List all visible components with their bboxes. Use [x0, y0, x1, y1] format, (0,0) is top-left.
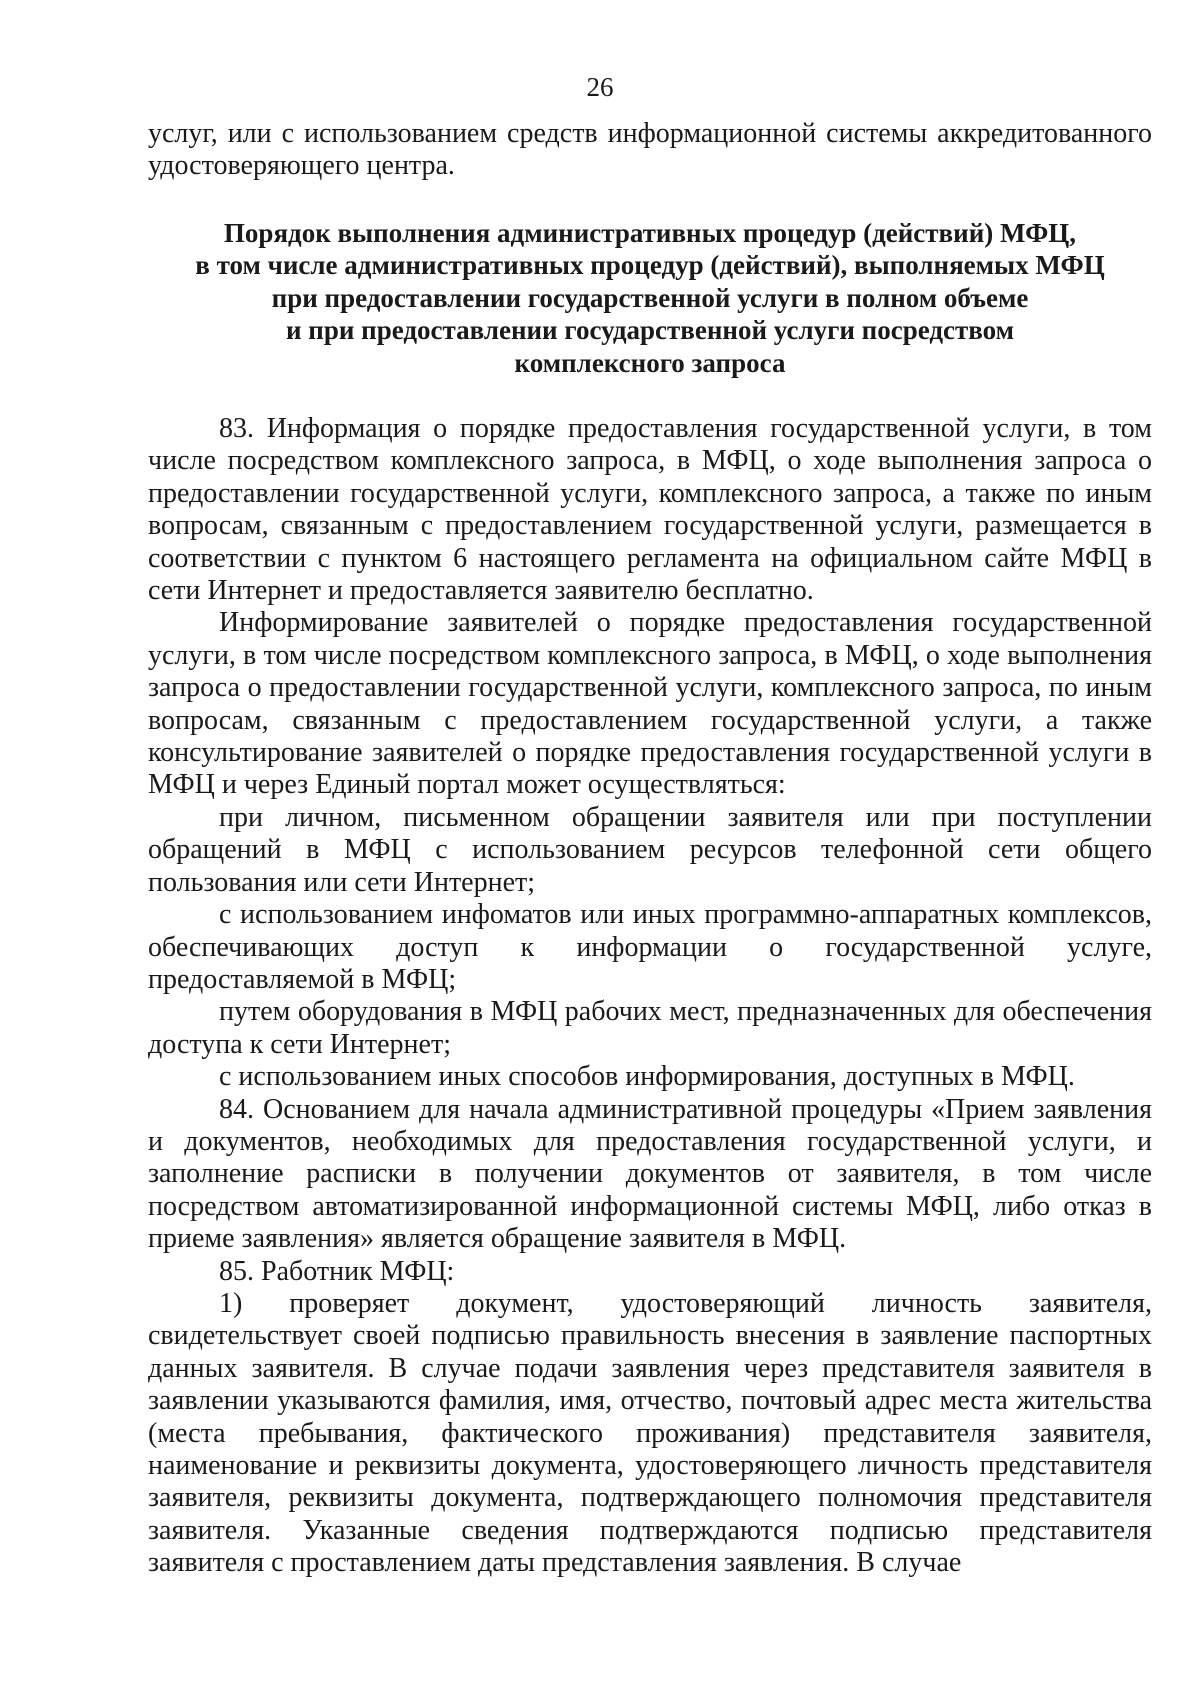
page-number: 26 — [586, 72, 614, 102]
paragraph-other-methods: с использованием иных способов информирования, доступных в МФЦ. — [219, 1061, 1075, 1093]
heading-line: и при предоставлении государственной услуги посредством — [285, 315, 1015, 346]
main-text-block — [148, 413, 1152, 1580]
paragraph-85-item-1: 1) проверяет документ, удостоверяющий личность заявителя, свидетельствует своей подписью правильность внесения в заявление паспортных данных заявителя. В случае подачи заявления через представителя заявителя в заявлении указываются фамилия, имя, отчество, почтовый адрес места жительства (места пребывания, фактического проживания) представителя заявителя, наименование и реквизиты документа, удостоверяющего личность представителя заявителя, реквизиты документа, подтверждающего полномочия представителя заявителя. Указанные сведения подтверждаются подписью представителя заявителя с проставлением даты представления заявления. В случае — [148, 1287, 1152, 1579]
paragraph-83: 83. Информация о порядке предоставления государственной услуги, в том числе посредством комплексного запроса, в МФЦ, о ходе выполнения запроса о предоставлении государственной услуги, комплексного запроса, а также по иным вопросам, связанным с предоставлением государственной услуги, размещается в соответствии с пунктом 6 настоящего регламента на официальном сайте МФЦ в сети Интернет и предоставляется заявителю бесплатно. — [148, 413, 1152, 607]
heading-line: в том числе административных процедур (действий), выполняемых МФЦ — [195, 250, 1105, 281]
continuation-paragraph: услуг, или с использованием средств информационной системы аккредитованного удостоверяющего центра. — [148, 118, 1152, 182]
heading-line: Порядок выполнения административных процедур (действий) МФЦ, — [223, 218, 1077, 248]
paragraph-85: 85. Работник МФЦ: — [219, 1255, 455, 1287]
paragraph-workplaces: путем оборудования в МФЦ рабочих мест, предназначенных для обеспечения доступа к сети Интернет; — [148, 996, 1152, 1060]
paragraph-personal-request: при личном, письменном обращении заявителя или при поступлении обращений в МФЦ с использованием ресурсов телефонной сети общего пользования или сети Интернет; — [148, 801, 1152, 898]
heading-line: комплексного запроса — [514, 347, 786, 378]
paragraph-informing: Информирование заявителей о порядке предоставления государственной услуги, в том числе посредством комплексного запроса, в МФЦ, о ходе выполнения запроса о предоставлении государственной услуги, комплексного запроса, по иным вопросам, связанным с предоставлением государственной услуги, а также консультирование заявителей о порядке предоставления государственной услуги в МФЦ и через Единый портал может осуществляться: — [148, 607, 1152, 801]
heading-line: при предоставлении государственной услуги в полном объеме — [271, 282, 1029, 313]
paragraph-infomats: с использованием инфоматов или иных программно-аппаратных комплексов, обеспечивающих доступ к информации о государственной услуге, предоставляемой в МФЦ; — [148, 899, 1152, 995]
section-heading — [148, 217, 1152, 379]
continuation-block — [148, 118, 1152, 183]
paragraph-84: 84. Основанием для начала административной процедуры «Прием заявления и документов, необходимых для предоставления государственной услуги, и заполнение расписки в получении документов от заявителя, в том числе посредством автоматизированной информационной системы МФЦ, либо отказ в приеме заявления» является обращение заявителя в МФЦ. — [148, 1093, 1152, 1255]
